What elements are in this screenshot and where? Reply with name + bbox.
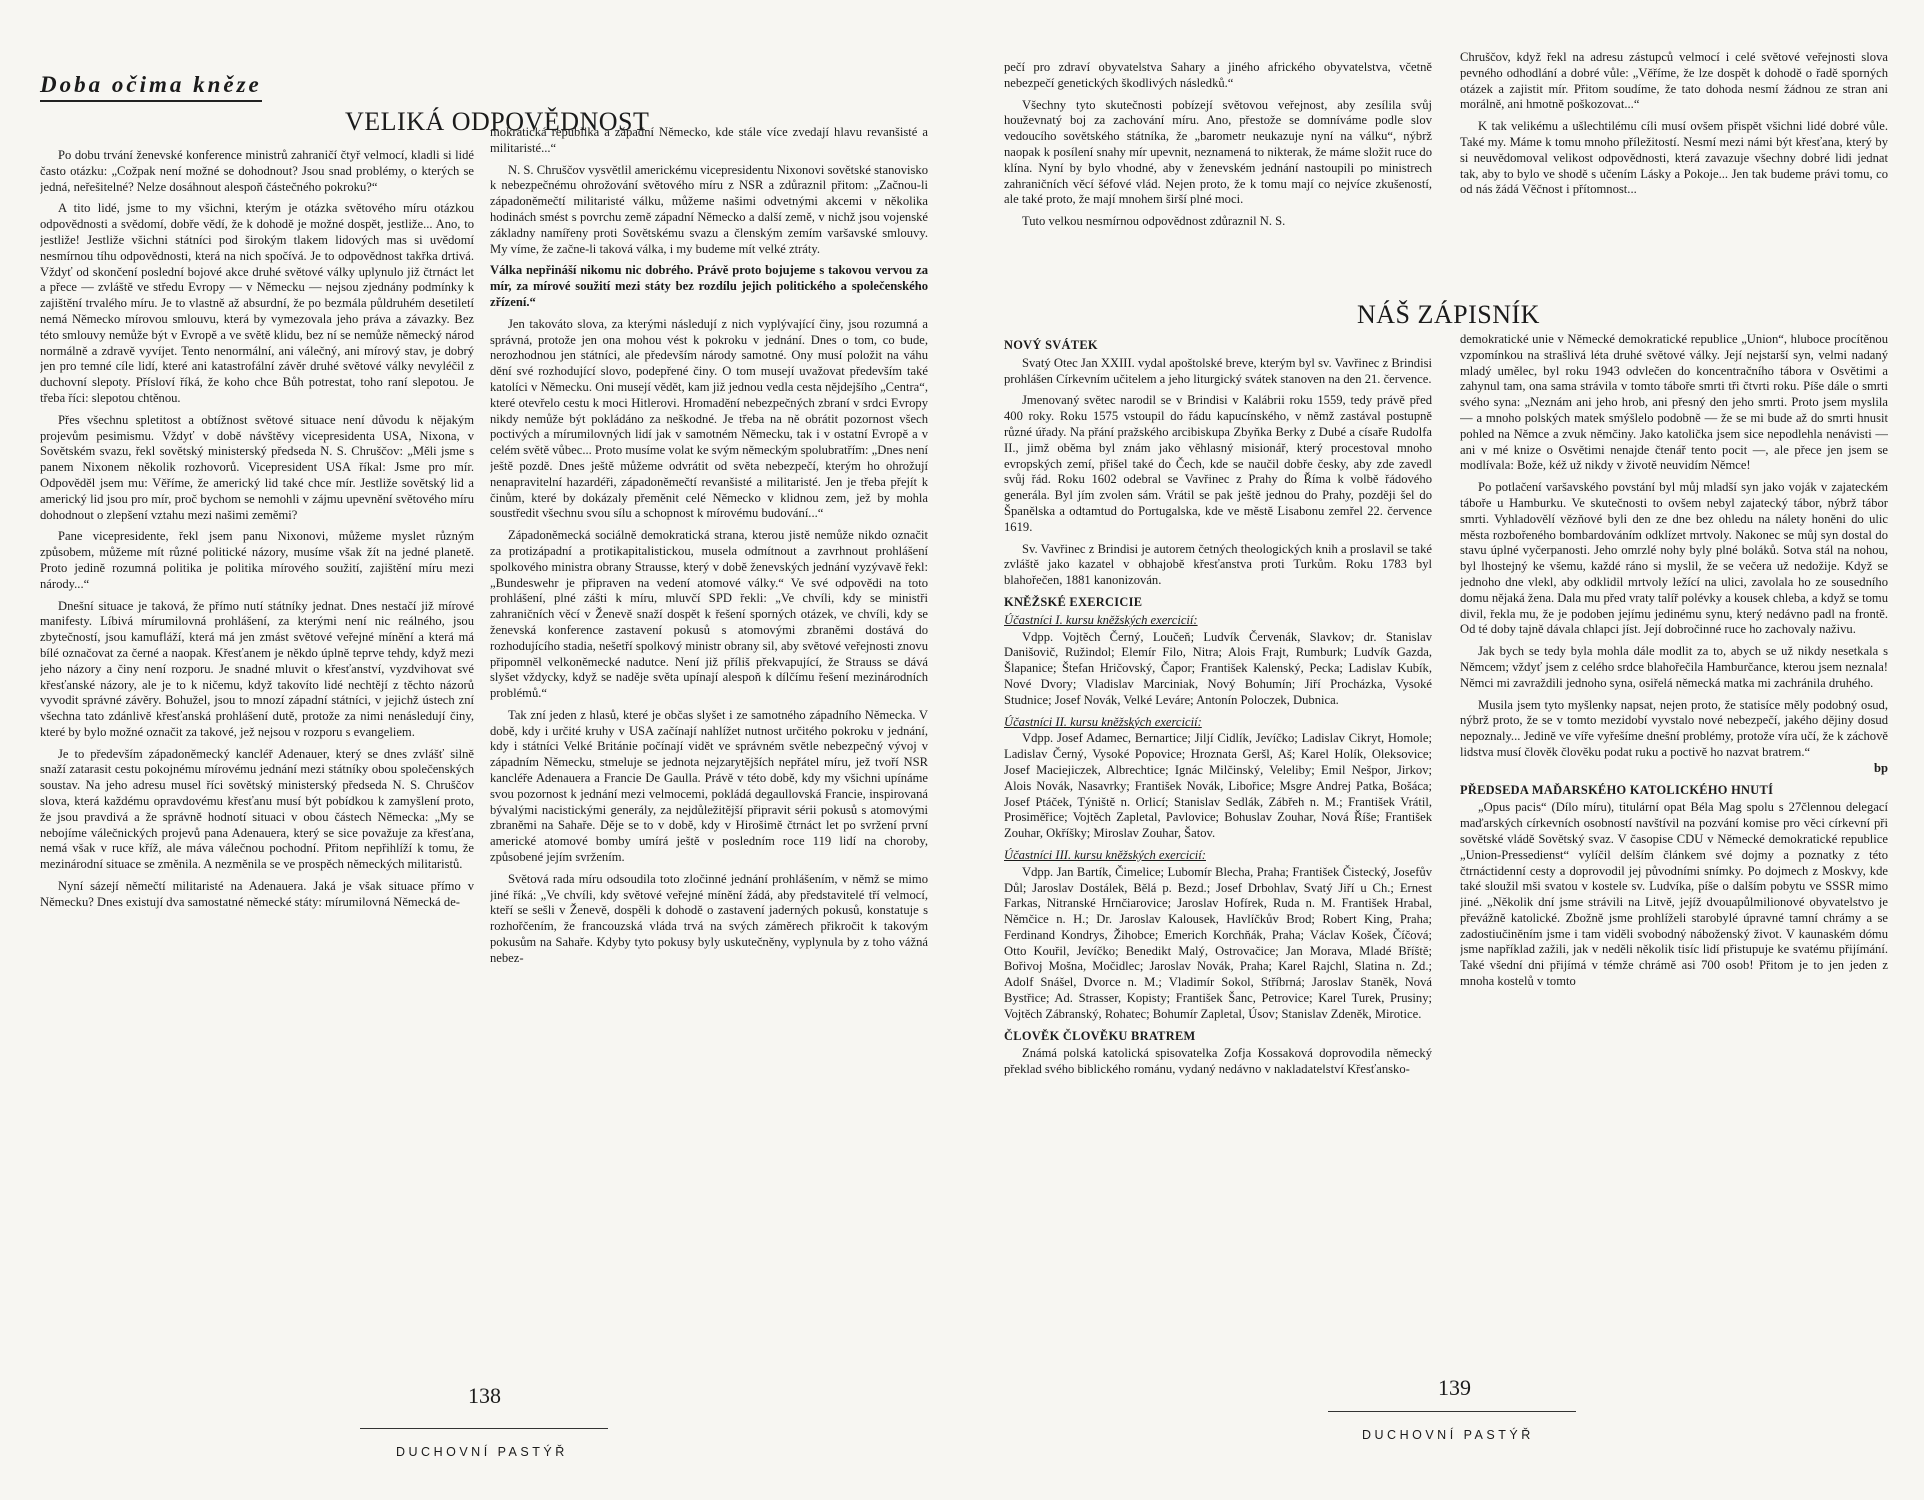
section-header: Doba očima kněze xyxy=(40,72,262,102)
course-1-label: Účastníci I. kursu kněžských exercicií: xyxy=(1004,612,1198,627)
paragraph: Tuto velkou nesmírnou odpovědnost zdůraznil N. S. xyxy=(1022,214,1286,229)
signature: bp xyxy=(1873,760,1888,775)
course-2-label: Účastníci II. kursu kněžských exercicií: xyxy=(1004,714,1202,729)
paragraph: Vdpp. Vojtěch Černý, Loučeň; Ludvík Červenák, Slavkov; dr. Stanislav Danišovič, Ružindol; Elemír Filo, Nitra; Alois Frajt, Rumburk; Ludvík Gazda, Šlapanice; Štefan Hričovský, Čapor; František Kalenský, Pecka; Ladislav Kubík, Nové Dvory; Vladislav Marciniak, Nový Bohumín; Jiří Procházka, Vysoké Studnice; Josef Novák, Velké Leváre; Antonín Poloczek, Dubnica. xyxy=(1004,629,1432,707)
paragraph: A tito lidé, jsme to my všichni, kterým je otázka světového míru otázkou odpovědnosti a svědomí, dobře vědí, že k dohodě je možné dospět, jestliže... Ano, to jestliže! Jestliže všichni státníci pod širokým tlakem lidových mas si uvědomí nesmírnou tíhu odpovědnosti, která na nich spočívá. Je to odpovědnost takřka drtivá. Vždyť od skončení poslední bojové akce druhé světové války uplynulo již čtrnáct let a přece — zvláště ve středu Evropy — v Německu — nejsou zjednány podmínky k zajištění trvalého míru. Je to vlastně až absurdní, že po bezmála půldruhém desetiletí nemá Německo mírovou smlouvu, která by vymezovala jeho práva a závazky. Bez této smlouvy nemůže být v Evropě a ve světě klidu, bez ní se nemůže německý národ normálně a zdravě vyvíjet. Tento nenormální, ani válečný, ani mírový stav, je dobrý jen pro temné cíle lidí, které ani katastrofální závěr druhé světové války nevyléčil z duchovní slepoty. Přísloví říká, že koho chce Bůh potrestat, toho raní slepotou. Je třeba říci: slepotou chtěnou. xyxy=(40,201,474,405)
paragraph: Nyní sázejí němečtí militaristé na Adenauera. Jaká je však situace přímo v Německu? Dnes existují dva samostatné německé státy: mírumilovná Německá de- xyxy=(40,879,474,909)
subheading-exercicie: KNĚŽSKÉ EXERCICIE xyxy=(1004,594,1143,609)
paragraph: Tak zní jeden z hlasů, které je občas slyšet i ze samotného západního Německa. V době, kdy i určité kruhy v USA začínají nahlížet nutnost určitého pokroku v jednání, kdy i státníci Velké Británie počínají vidět ve správném světle nebezpečný vývoj v západním Německu, stmeluje se jednota nejzarytějších nepřátel míru, jež tvoří NSR kancléře Adenauera a Francie De Gaulla. Právě v této době, kdy my všichni upínáme svou pozornost k jednání mezi velmocemi, pokládá degaullovská Francie, inspirovaná bývalými nacistickými generály, za nejdůležitější připravit sérii pokusů s atomovými zbraněmi na Sahaře. Děje se to v době, kdy v Hirošimě čtrnáct let po svržení první americké atomové bomby umírá ještě v posledním roce 119 lidí na choroby, způsobené jejím svržením. xyxy=(490,707,928,865)
paragraph: mokratická republika a západní Německo, kde stále více zvedají hlavu revanšisté a militaristé...“ xyxy=(490,125,928,155)
subheading-novy-svatek: NOVÝ SVÁTEK xyxy=(1004,338,1098,352)
paragraph: Přes všechnu spletitost a obtížnost světové situace není důvodu k nějakým projevům pesimismu. Vždyť v době návštěvy vicepresidenta USA, Nixona, v Sovětském svazu, řekl sovětský ministerský předseda N. S. Chruščov: „Měli jsme s panem Nixonem několik rozhovorů. Vicepresident USA říkal: Jsme pro mír. Odpověděl jsem mu: Věříme, že americký lid také chce mír. Jestliže sovětský lid a americký lid jsou pro mír, proč bychom se nemohli v zájmu upevnění světového míru dohodnout o zlepšení vztahu mezi našimi zeměmi? xyxy=(40,412,474,522)
bold-paragraph: Válka nepřináší nikomu nic dobrého. Právě proto bojujeme s takovou vervou za mír, za mírové soužití mezi státy bez rozdílu jejich politického a společenského zřízení.“ xyxy=(490,263,928,309)
page-number: 139 xyxy=(1438,1375,1471,1400)
paragraph: Světová rada míru odsoudila toto zločinné jednání prohlášením, v němž se mimo jiné říká: „Ve chvíli, kdy světové veřejné mínění žádá, aby představitelé tří velmocí, kteří se sešli v Ženevě, dospěli k dohodě o zastavení jaderných pokusů, konstatuje s rozhořčením, že francouzská vláda trvá na svých záměrech přikročit k takovým pokusům na Sahaře. Kdyby tyto pokusy byly uskutečněny, vyplynula by z toho vážná nebez- xyxy=(490,871,928,965)
paragraph: N. S. Chruščov vysvětlil americkému vicepresidentu Nixonovi sovětské stanovisko k nebezpečnému ohrožování světového míru z NSR a zdůraznil přitom: „Začnou-li západoněmečtí militaristé válku, můžeme našimi odvetnými akcemi v několika hodinách smést s povrchu země západní Německo a další země, v nichž jsou vojenské základny namířeny proti Sovětskému svazu a členským zemím varšavské smlouvy. My víme, že začne-li taková válka, i my budeme mít velké ztráty. xyxy=(490,162,928,256)
right-column-2-top xyxy=(1460,50,1888,290)
paragraph: Po dobu trvání ženevské konference ministrů zahraničí čtyř velmocí, kladli si lidé často otázku: „Cožpak není možné se dohodnout? Jsou snad problémy, o kterých se jedná, neřešitelné? Nelze dosáhnout alespoň částečného pokroku?“ xyxy=(40,148,474,194)
right-column-2 xyxy=(1460,332,1888,1362)
footer-rule xyxy=(1328,1411,1576,1412)
paragraph: Známá polská katolická spisovatelka Zofja Kossaková doprovodila německý překlad svého biblického románu, vydaný nedávno v nakladatelství Křesťansko- xyxy=(1004,1046,1432,1077)
paragraph: „Opus pacis“ (Dílo míru), titulární opat Béla Mag spolu s 27člennou delegací maďarských církevních osobností navštívil na pozvání komise pro věci církevní při sovětské vládě Sovětský svaz. V časopise CDU v Německé demokratické republice „Union-Pressedienst“ vylíčil delším článkem své dojmy a poznatky z této čtrnáctidenní cesty a doprovodil jej původními snímky. Po dojmech z Moskvy, kde také sloužil mši svatou v kostele sv. Ludvíka, píše o dalším pobytu ve SSSR mimo jiné. „Několik dní jsme strávili na Litvě, jejíž dvouapůlmilionové obyvatelstvo je převážně katolické. Zbožně jsme prohlíželi starobylé úpravné tamní chrámy a se zadostiučiněním jsme i tam viděli svobodný náboženský život. V kaunaském dómu jsme například zažili, jak v neděli několik tisíc lidí přistupuje ke svatému přijímání. Také všední dni přijímá v témže chrámě asi 700 osob! Přitom je to jen jeden z mnoha kostelů v tomto xyxy=(1460,800,1888,989)
paragraph: pečí pro zdraví obyvatelstva Sahary a jiného afrického obyvatelstva, včetně nebezpečí genetických škodlivých následků.“ xyxy=(1004,60,1432,90)
course-3-label: Účastníci III. kursu kněžských exercicií: xyxy=(1004,847,1206,862)
paragraph: Musila jsem tyto myšlenky napsat, nejen proto, že statisíce měly podobný osud, nýbrž proto, že se v tomto mezidobí vyvstalo nové nebezpečí, jakého dějiny dosud nepoznaly... Jedině ve víře vyřešíme dnešní problémy, protože víra učí, že k záchově lidstva musí člověk člověku podat ruku a poctivě ho nazvat bratrem.“ xyxy=(1460,697,1888,759)
article-title: VELIKÁ ODPOVĚDNOST xyxy=(345,107,650,136)
paragraph: Jak bych se tedy byla mohla dále modlit za to, abych se už nikdy nesetkala s Němcem; vždyť jsem z celého srdce blahořečila Hamburčance, kterou jsem neznala! Němci mi zavraždili jednoho syna, osiřelá německá matka mi zachránila druhého. xyxy=(1460,644,1888,690)
right-column-1-top xyxy=(1004,60,1432,288)
subheading-clovek: ČLOVĚK ČLOVĚKU BRATREM xyxy=(1004,1028,1196,1043)
paragraph: Všechny tyto skutečnosti pobízejí světovou veřejnost, aby zesílila svůj houževnatý boj za zachování míru. Ano, přestože se domníváme podle slov vedoucího sovětského státníka, že „barometr neukazuje nyní na válku“, nýbrž naopak k posílení snahy mír upevnit, neznamená to nikterak, že máme složit ruce do klína. Nyní by bylo vhodné, aby v ženevském jednání nastoupili po ministrech zahraničních věcí šéfové vlád. Nejen proto, že k tomu mají co nejvíce zkušeností, ale také proto, že mají mnohem širší plné moci. xyxy=(1004,97,1432,207)
paragraph: Po potlačení varšavského povstání byl můj mladší syn jako voják v zajateckém táboře u Hamburku. Ve skutečnosti to ovšem nebyl zajatecký tábor, nýbrž tábor smrti. Vyhladovělí vězňové byli den ze dne bez ohledu na nálety honěni do ulic města rozbořeného bombardováním odklízet mrtvoly. Nakonec se můj syn dostal do stavu úplné vyčerpanosti. Jeho omrzlé nohy byly plné boláků. Sotva stál na nohou, byl lhostejný ke všemu, každé ráno si myslil, že se večera už nedožije. Když se jednoho dne vlekl, aby odklidil mrtvoly ležící na ulici, zavolala ho ze sousedního domu nějaká žena. Dala mu před vraty talíř polévky a kousek chleba, a když se tomu divil, řekla mu, že je podoben jejímu jedinému synu, který nedávno padl na frontě. Od té doby tajně dávala chlapci jíst. Její dobročinné ruce ho zachovaly naživu. xyxy=(1460,480,1888,637)
paragraph: Sv. Vavřinec z Brindisi je autorem četných theologických knih a proslavil se také zvláště jako kazatel v obhajobě křesťanstva proti Turkům. Roku 1783 byl blahořečen, 1881 kanonizován. xyxy=(1004,541,1432,588)
right-column-1 xyxy=(1004,332,1432,1362)
notebook-title: NÁŠ ZÁPISNÍK xyxy=(1357,300,1540,329)
paragraph: Pane vicepresidente, řekl jsem panu Nixonovi, můžeme myslet různým způsobem, můžeme mít různé politické názory, musíme však žít na jedné planetě. Proto jedině rozumná politika je politika mírového soužití, zajištění míru mezi národy...“ xyxy=(40,529,474,591)
paragraph: Západoněmecká sociálně demokratická strana, kterou jistě nemůže nikdo označit za protizápadní a protikapitalistickou, musela odmítnout a zavrhnout prohlášení spolkového ministra obrany Strausse, který v době ženevských jednání vyzývavě řekl: „Bundeswehr je připraven na vedení atomové války.“ Ve své odpovědi na toto prohlášení, plné zášti k míru, mluvčí SPD řekli: „Ve chvíli, kdy se ministři zahraničních věcí v Ženevě snaží dospět k řešení sporných otázek, ve chvíli, kdy se ženevská konference zastavení pokusů s atomovými zbraněmi dostává do rozhodujícího stadia, nešetří spolkový ministr obrany sil, aby světové veřejnosti znovu připomněl velkoněmecké nadutce. Není již příliš překvapující, že Strauss se dává slyšet vždycky, když se naděje světa upínají alespoň k dílčímu řešení mezinárodních problémů.“ xyxy=(490,528,928,701)
paragraph: Chruščov, když řekl na adresu zástupců velmocí i celé světové veřejnosti slova pevného odhodlání a dobré vůle: „Věříme, že lze dospět k dohodě o řadě sporných otázek a zajistit mír. Přitom soudíme, že tato dohoda nesmí žádnou ze stran ani morálně, ani hmotně poškozovat...“ xyxy=(1460,50,1888,112)
paragraph: Svatý Otec Jan XXIII. vydal apoštolské breve, kterým byl sv. Vavřinec z Brindisi prohlášen Církevním učitelem a jeho liturgický svátek stanoven na den 21. července. xyxy=(1004,355,1432,386)
paragraph: Vdpp. Josef Adamec, Bernartice; Jiljí Cidlík, Jevíčko; Ladislav Cikryt, Homole; Ladislav Černý, Vysoké Popovice; Hroznata Geršl, Aš; Karel Holík, Oleksovice; Josef Maciejiczek, Albrechtice; Ignác Milčinský, Veleliby; Emil Nešpor, Jirkov; Alois Novák, Nasavrky; František Novák, Libořice; Msgre Andrej Patka, Bošáca; Josef Ptáček, Týniště n. Orlicí; Stanislav Sedlák, Zábřeh n. M.; František Vrátil, Prosiměřice; Vojtěch Zapletal, Pavlovice; Bohuslav Zouhar, Nová Říše; František Zouhar, Okříšky; Miroslav Zouhar, Šatov. xyxy=(1004,731,1432,841)
paragraph: Je to především západoněmecký kancléř Adenauer, který se dnes zvlášť silně snaží zatarasit cestu pokojnému mírovému jednání mezi státníky obou společenských soustav. Na jeho adresu musel říci sovětský ministerský předseda N. S. Chruščov slova, která každému opravdovému křesťanu musí být pobídkou k zamyšlení proto, že jsou pravdivá a že správně hodnotí situaci v obou částech Německa: „My se nebojíme válečnických projevů pana Adenauera, který se sice považuje za křesťana, nemá však v ruce kříž, ale máva válečnou pochodní. Přitom nepřihlíží k tomu, že mezinárodní situace se změnila. A nezměnila se ve prospěch německých militaristů. xyxy=(40,746,474,872)
subheading-predseda: PŘEDSEDA MAĎARSKÉHO KATOLICKÉHO HNUTÍ xyxy=(1460,782,1774,797)
paragraph: Vdpp. Jan Bartík, Čimelice; Lubomír Blecha, Praha; František Čistecký, Josefův Důl; Jaroslav Dostálek, Bělá p. Bezd.; Josef Drbohlav, Svatý Jiří u Ch.; Ernest Farkas, Nitranské Hrnčiarovice; Jaroslav Hofírek, Ruda n. M. František Hrabal, Němčice n. H.; Dr. Jaroslav Kalousek, Havlíčkův Brod; Robert King, Praha; Ferdinand Kondrys, Žihobce; Emerich Korchňák, Praha; Václav Košek, Číčová; Otto Kouřil, Jevíčko; Benedikt Malý, Ostrovačice; Jan Morava, Mladé Bříště; Bořivoj Mošna, Močidlec; Jaroslav Novák, Praha; Karel Rajchl, Slatina n. Zd.; Adolf Snášel, Dvorce n. M.; Vladimír Sokol, Stříbrná; Jaroslav Staněk, Nová Bystřice; Ad. Strasser, Kopisty; František Šanc, Petrovice; Karel Turek, Prusiny; Vojtěch Zábranský, Rohatec; Bohumír Zapletal, Úsov; Stanislav Zdeněk, Mirotice. xyxy=(1004,864,1432,1021)
paragraph: Jmenovaný světec narodil se v Brindisi v Kalábrii roku 1559, tedy právě před 400 roky. Roku 1575 vstoupil do řádu kapucínského, v němž zastával postupně různé úřady. Na přání pražského arcibiskupa Zbyňka Berky z Dubé a císaře Rudolfa II., jimž oběma byl znám jako věhlasný misionář, který procestoval mnoho evropských zemí, přišel také do Čech, kde se naučil dobře česky, aby zde zavedl svůj řád. Roku 1602 odebral se Vavřinec z Prahy do Říma k volbě řádového generála. Byl jím zvolen sám. Vrátil se pak ještě jednou do Prahy, později šel do Španělska a odtamtud do Portugalska, kde ve městě Lisabonu zemřel 22. července 1619. xyxy=(1004,393,1432,534)
running-title: DUCHOVNÍ PASTÝŘ xyxy=(396,1445,568,1459)
paragraph: Dnešní situace je taková, že přímo nutí státníky jednat. Dnes nestačí již mírové manifesty. Líbivá mírumilovná prohlášení, za kterými není nic reálného, jsou zbytečností, jsou kamufláží, která má jen zmást světové veřejné mínění a která má bílé označovat za černé a naopak. Křesťanem je někdo úplně teprve tehdy, když mezi jeho názory a činy není rozporu. Je snadné mluvit o křesťanství, vyzdvihovat své křesťanské názory, ale je to k ničemu, když takovíto lidé nechtějí z těchto názorů vyvodit správné závěry. Bohužel, jsou to mnozí západní státníci, v jejichž ústech zní všechna tato zdánlivě křesťanská prohlášení dutě, protože za nimi nenásledují činy, které by bylo možné označit za takové, jež nejsou v rozporu s evangeliem. xyxy=(40,598,474,739)
paragraph: K tak velikému a ušlechtilému cíli musí ovšem přispět všichni lidé dobré vůle. Také my. Máme k tomu mnoho příležitostí. Nesmí mezi námi být křesťana, který by si neuvědomoval velikost odpovědnosti, která zavazuje všechny dobré lidi jednat tak, aby to bylo ve shodě s učením Lásky a Pokoje... Jen tak budeme právi tomu, co od nás žádá Věčnost i přítomnost... xyxy=(1460,119,1888,197)
running-title: DUCHOVNÍ PASTÝŘ xyxy=(1362,1428,1534,1442)
paragraph: demokratické unie v Německé demokratické republice „Union“, hluboce procítěnou vzpomínkou na strašlivá léta druhé světové války. Její nejstarší syn, velmi nadaný mladý umělec, byl roku 1943 odvlečen do koncentračního tábora v Osvětimi a zahynul tam, ona sama strávila v tomto táboře smrti tři čtvrti roku. Píše dále o smrti svého syna: „Neznám ani jeho hrob, ani přesný den jeho smrti. Proto jsem myslila — a mnoho polských matek smýšlelo podobně — že se mi bude až do smrti hnusit pohled na Němce a zvuk němčiny. Jako katolička jsem sice nepodlehla nenávisti — ani v mé knize o Osvětimi nenajde čtenář tento pocit —, ale přece jen jsem se modlívala: Bože, kéž už nikdy v životě neuvidím Němce! xyxy=(1460,332,1888,473)
paragraph: Jen takováto slova, za kterými následují z nich vyplývající činy, jsou rozumná a správná, protože jen ona mohou vést k pokroku v jednání. Dnes o tom, co bude, nerozhodnou jen státníci, ale především národy samotné. Ony musí položit na váhu dění své rozhodující slovo, podepřené činy. O tom musejí uvažovat především také katolíci v Německu. Oni musejí vědět, kam již jednou vedla cesta nějdejšího „Centra“, které otevřelo cestu k moci Hitlerovi. Hromadění nebezpečných zbraní v srdci Evropy nikdy nemůže být pokládáno za neškodné. Je třeba na ně obrátit pozornost všech poctivých a mírumilovných lidí jak v samotném Německu, tak i v ostatní Evropě a v celém světě vůbec... Proto musíme volat ke svým německým spolubratřím: „Dnes není ještě pozdě. Dnes ještě můžeme odvrátit od světa nebezpečí, kterým ho ohrožují nenapravitelní hazardéři, západoněmečtí revanšisté a militaristé. Jen je třeba přejít k činům, které by dokázaly přeměnit celé Německo v klidnou zem, jež by mohla soustředit všechnu svou sílu a schopnost k mírovému budování...“ xyxy=(490,316,928,521)
page-number: 138 xyxy=(468,1383,501,1408)
